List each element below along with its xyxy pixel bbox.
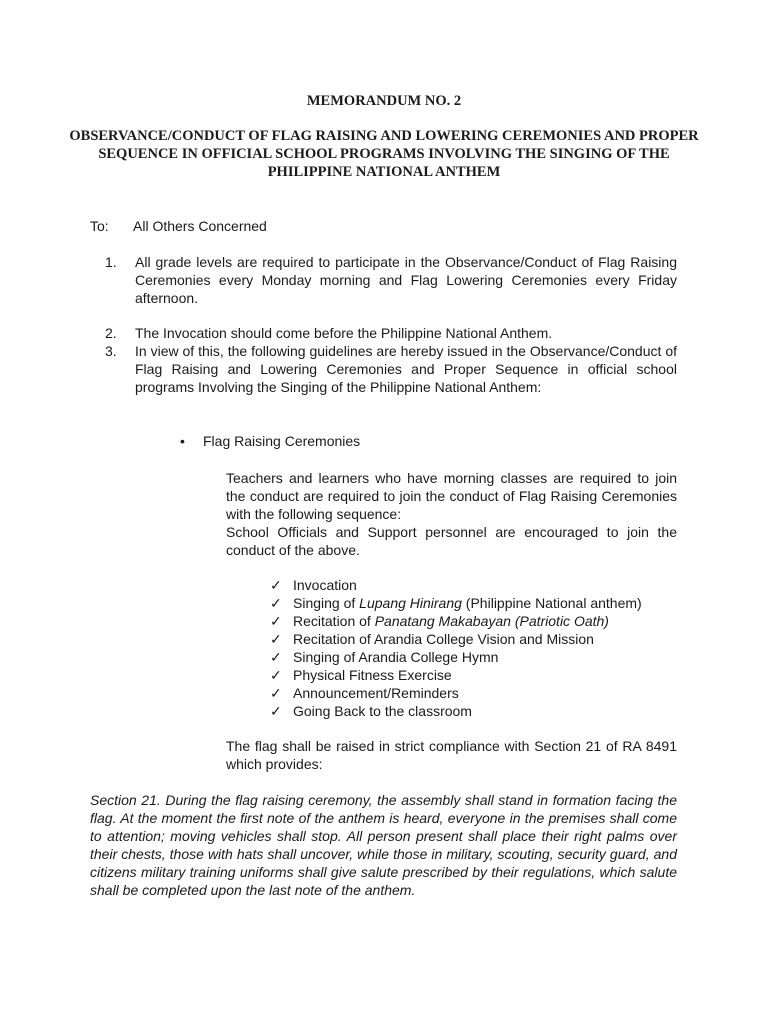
list-item-text: The Invocation should come before the Philippine National Anthem. [135, 325, 553, 341]
checklist-item: ✓ Recitation of Arandia College Vision and Mission [270, 631, 594, 647]
paragraph-text: School Officials and Support personnel are encouraged to join the conduct of the above. [226, 524, 677, 558]
numbered-list [105, 253, 677, 396]
ceremony-sequence-checklist [270, 576, 642, 720]
checkmark-icon: ✓ [270, 649, 282, 665]
checkmark-icon: ✓ [270, 667, 282, 683]
checkmark-icon: ✓ [270, 577, 282, 593]
checklist-item: ✓ Singing of Lupang Hinirang (Philippine National anthem) [270, 595, 642, 611]
list-item [105, 342, 677, 396]
list-item-text: All grade levels are required to participate in the Observance/Conduct of Flag Raising Ceremonies every Monday morning and Flag Lowering Ceremonies every Friday afternoon. [135, 254, 677, 306]
list-item-number: 2. [105, 325, 117, 341]
bullet-icon: • [180, 433, 185, 449]
checkmark-icon: ✓ [270, 613, 282, 629]
to-value: All Others Concerned [133, 218, 267, 234]
checklist-item: ✓ Announcement/Reminders [270, 685, 459, 701]
memo-subject: OBSERVANCE/CONDUCT OF FLAG RAISING AND LOWERING CEREMONIES AND PROPER SEQUENCE IN OFFICIAL SCHOOL PROGRAMS INVOLVING THE SINGING OF THE PHILIPPINE NATIONAL ANTHEM [69, 128, 699, 180]
bullet-heading [180, 433, 360, 449]
checklist-item: ✓ Physical Fitness Exercise [270, 667, 452, 683]
paragraph-text: Teachers and learners who have morning classes are required to join the conduct are required to join the conduct of Flag Raising Ceremonies with the following sequence: [226, 470, 677, 522]
sequence-intro-paragraph [226, 469, 677, 559]
checkmark-icon: ✓ [270, 595, 282, 611]
section-21-quote: Section 21. During the flag raising ceremony, the assembly shall stand in formation facing the flag. At the moment the first note of the anthem is heard, everyone in the premises shall come to attention; moving vehicles shall stop. All person present shall place their right palms over their chests, those with hats shall uncover, while those in military, scouting, security guard, and citizens military training uniforms shall give salute prescribed by their regulations, which salute shall be completed upon the last note of the anthem. [90, 792, 677, 898]
list-item-number: 1. [105, 254, 117, 270]
memo-number: MEMORANDUM NO. 2 [306, 93, 462, 109]
list-item-number: 3. [105, 343, 117, 359]
addressee-line [90, 218, 267, 234]
bullet-heading-text: Flag Raising Ceremonies [203, 433, 361, 449]
checkmark-icon: ✓ [270, 703, 282, 719]
compliance-paragraph: The flag shall be raised in strict compliance with Section 21 of RA 8491 which provides: [226, 738, 677, 772]
checkmark-icon: ✓ [270, 685, 282, 701]
list-item-text: In view of this, the following guidelines are hereby issued in the Observance/Conduct of Flag Raising and Lowering Ceremonies and Proper Sequence in official school programs Involving the Singing of the Philippine National Anthem: [135, 343, 677, 395]
to-label: To: [90, 218, 109, 234]
checklist-item: ✓ Recitation of Panatang Makabayan (Patriotic Oath) [270, 613, 609, 629]
list-item [105, 324, 677, 342]
checkmark-icon: ✓ [270, 631, 282, 647]
checklist-item: ✓ Going Back to the classroom [270, 703, 472, 719]
checklist-item: ✓ Singing of Arandia College Hymn [270, 649, 499, 665]
checklist-item: ✓ Invocation [270, 577, 357, 593]
list-item [105, 253, 677, 307]
